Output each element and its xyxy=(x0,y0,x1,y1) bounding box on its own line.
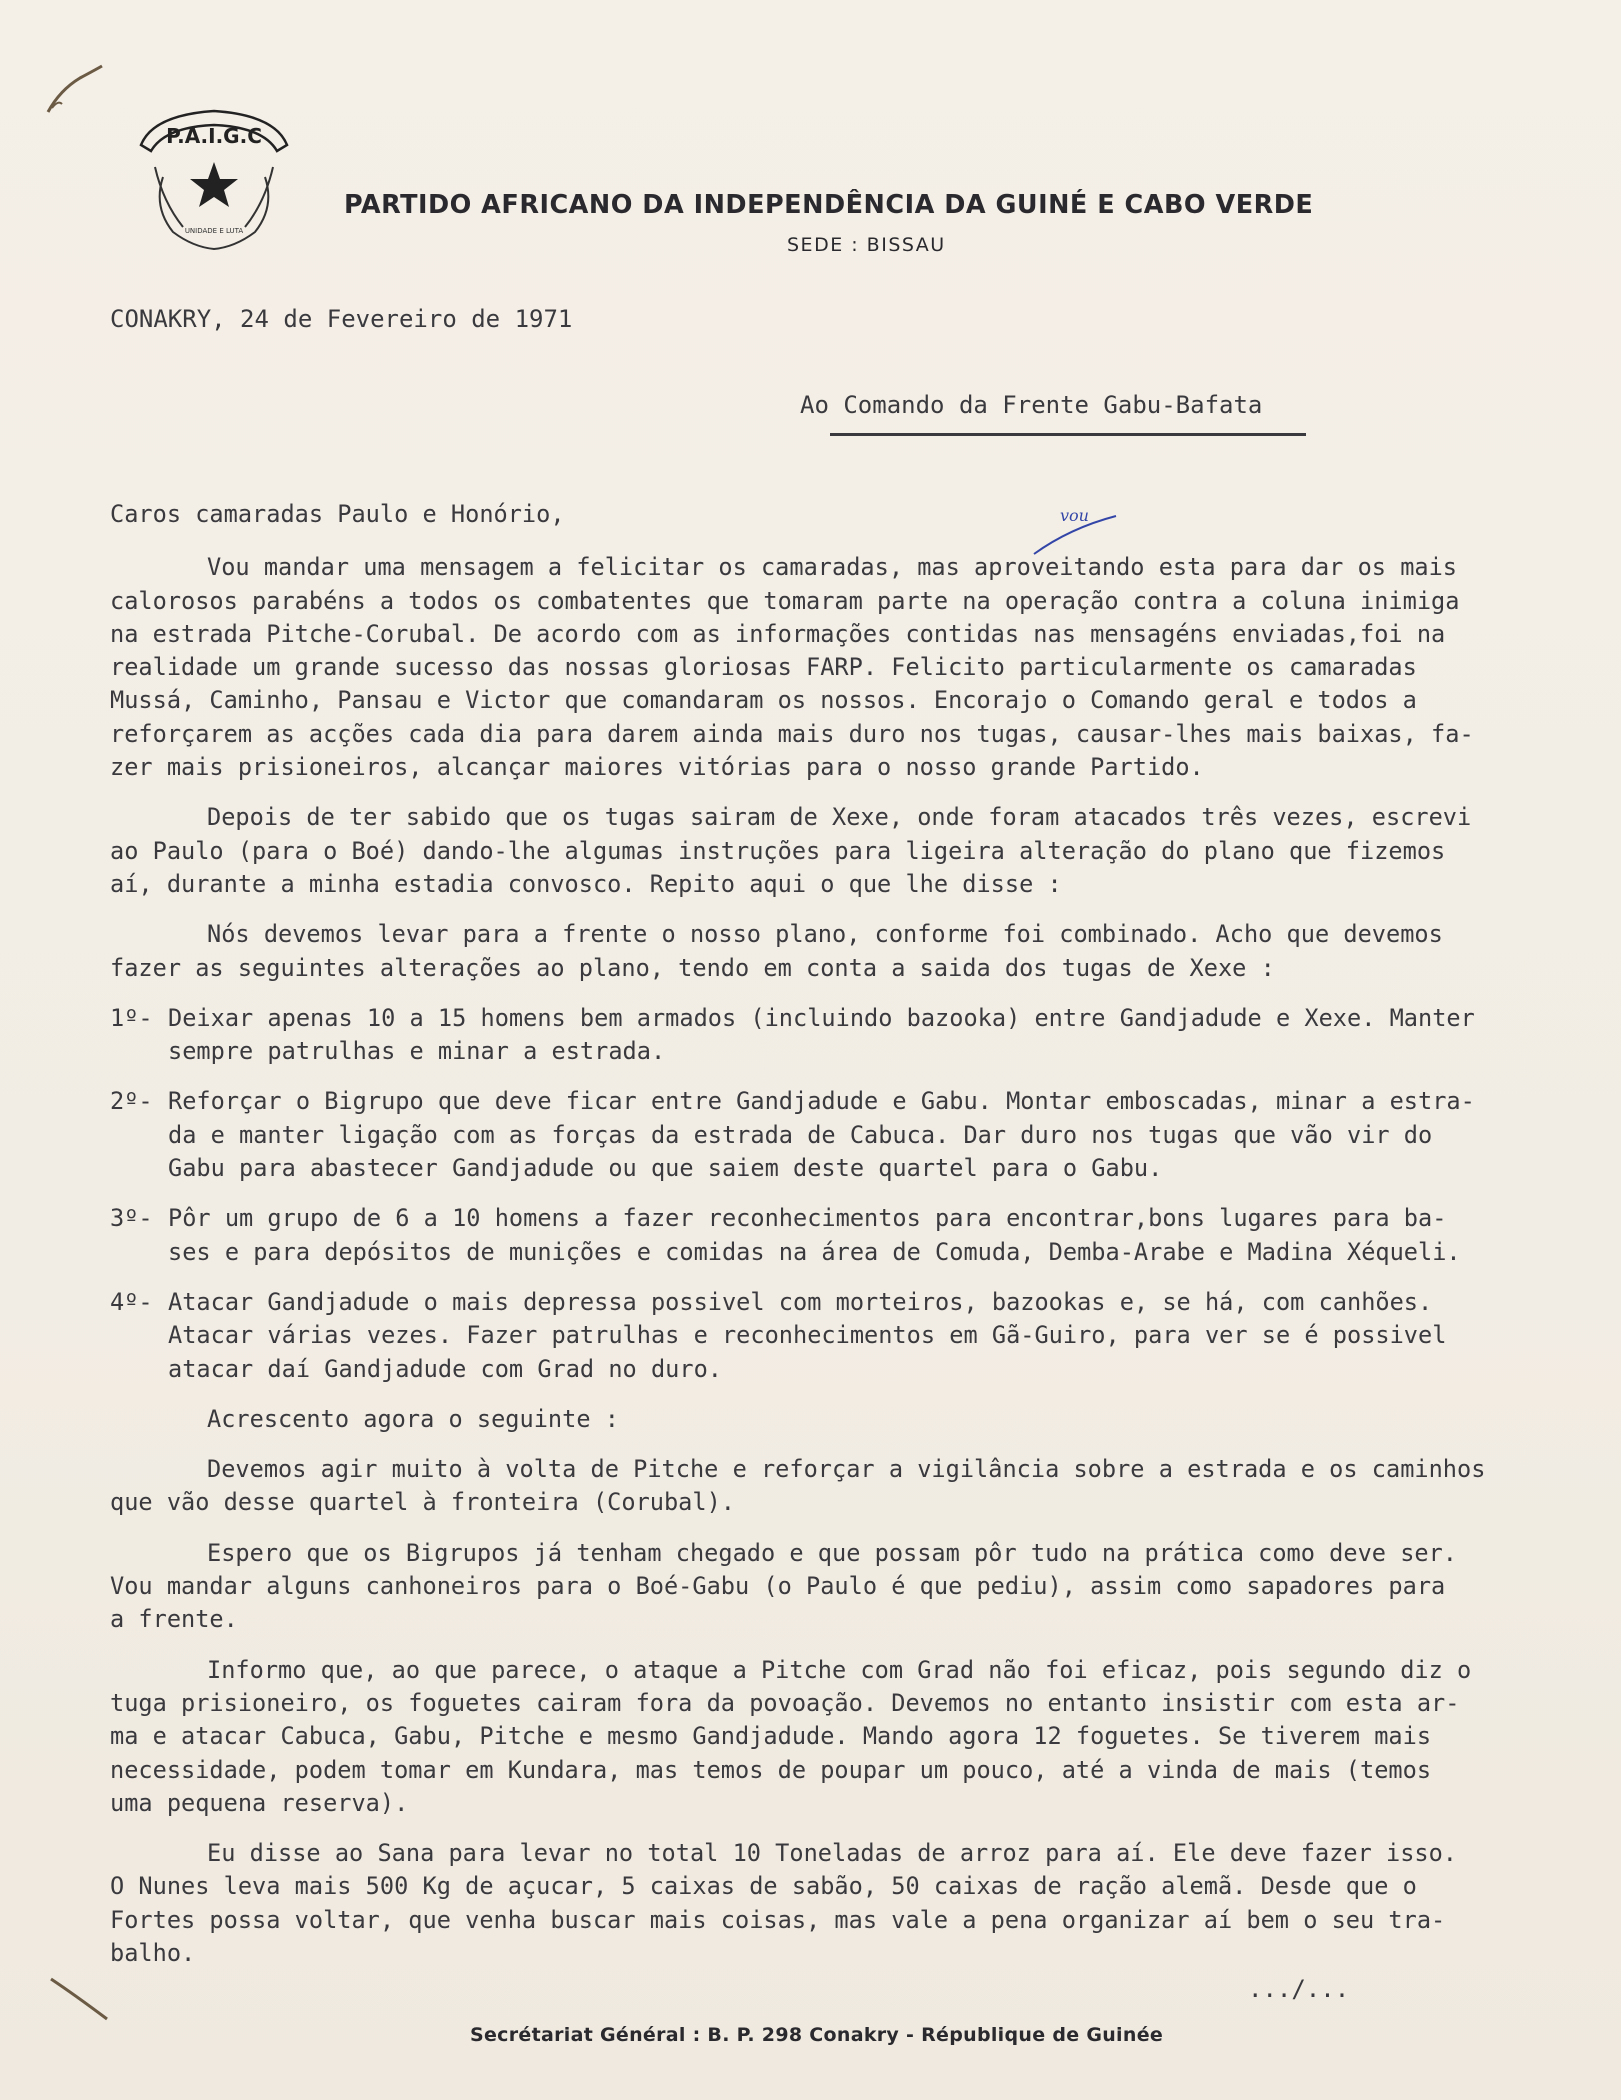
paragraph-4 xyxy=(110,1403,1620,1436)
addressee: Ao Comando da Frente Gabu-Bafata xyxy=(800,391,1263,419)
star-icon xyxy=(190,162,238,207)
logo-motto: UNIDADE E LUTA xyxy=(184,227,244,235)
list-item xyxy=(110,1286,1620,1386)
text-line: sempre patrulhas e minar a estrada. xyxy=(168,1037,666,1066)
footer-address: Secrétariat Général : B. P. 298 Conakry - République de Guinée xyxy=(470,2024,1164,2046)
text-line: necessidade, podem tomar em Kundara, mas temos de poupar um pouco, até a vinda de mais (temos xyxy=(110,1755,1432,1784)
text-line: Atacar várias vezes. Fazer patrulhas e reconhecimentos em Gã-Guiro, para ver se é possivel xyxy=(168,1321,1447,1350)
salutation: Caros camaradas Paulo e Honório, xyxy=(110,500,565,528)
text-line: zer mais prisioneiros, alcançar maiores vitórias para o nosso grande Partido. xyxy=(110,753,1204,782)
text-line: atacar daí Gandjadude com Grad no duro. xyxy=(168,1354,722,1383)
text-line: Pôr um grupo de 6 a 10 homens a fazer reconhecimentos para encontrar,bons lugares para ba- xyxy=(168,1204,1447,1233)
text-line: da e manter ligação com as forças da estrada de Cabuca. Dar duro nos tugas que vão vir do xyxy=(168,1120,1433,1149)
text-line: aí, durante a minha estadia convosco. Repito aqui o que lhe disse : xyxy=(110,869,1062,898)
text-line: O Nunes leva mais 500 Kg de açucar, 5 caixas de sabão, 50 caixas de ração alemã. Desde que o xyxy=(110,1872,1417,1901)
text-line: fazer as seguintes alterações ao plano, tendo em conta a saida dos tugas de Xexe : xyxy=(110,953,1275,982)
list-item xyxy=(110,1002,1620,1069)
text-line: que vão desse quartel à fronteira (Corubal). xyxy=(110,1488,736,1517)
text-line: reforçarem as acções cada dia para darem ainda mais duro nos tugas, causar-lhes mais baixas, fa- xyxy=(110,719,1474,748)
item-number: 2º- xyxy=(110,1087,153,1116)
text-line: na estrada Pitche-Corubal. De acordo com as informações contidas nas mensagéns enviadas,foi na xyxy=(110,619,1446,648)
text-line: Acrescento agora o seguinte : xyxy=(207,1404,619,1433)
text-line: Nós devemos levar para a frente o nosso plano, conforme foi combinado. Acho que devemos xyxy=(207,920,1443,949)
text-line: Atacar Gandjadude o mais depressa possivel com morteiros, bazookas e, se há, com canhões. xyxy=(168,1287,1433,1316)
letter-body xyxy=(110,498,1620,1970)
text-line: calorosos parabéns a todos os combatentes que tomaram parte na operação contra a coluna inimiga xyxy=(110,586,1460,615)
text-line: tuga prisioneiro, os foguetes cairam fora da povoação. Devemos no entanto insistir com esta ar- xyxy=(110,1688,1460,1717)
paragraph-3 xyxy=(110,918,1620,985)
paigc-logo xyxy=(133,107,295,252)
text-line: Mussá, Caminho, Pansau e Victor que comandaram os nossos. Encorajo o Comando geral e todos a xyxy=(110,686,1417,715)
paragraph-2 xyxy=(110,801,1620,901)
text-line: ses e para depósitos de munições e comidas na área de Comuda, Demba-Arabe e Madina Xéqueli. xyxy=(168,1237,1461,1266)
party-seat: SEDE : BISSAU xyxy=(787,234,946,256)
text-line: Devemos agir muito à volta de Pitche e reforçar a vigilância sobre a estrada e os caminhos xyxy=(207,1455,1486,1484)
text-line: Gabu para abastecer Gandjadude ou que saiem deste quartel para o Gabu. xyxy=(168,1154,1163,1183)
list-item xyxy=(110,1202,1620,1269)
text-line: realidade um grande sucesso das nossas gloriosas FARP. Felicito particularmente os camaradas xyxy=(110,653,1417,682)
item-number: 4º- xyxy=(110,1287,153,1316)
text-line: Reforçar o Bigrupo que deve ficar entre Gandjadude e Gabu. Montar emboscadas, minar a estra- xyxy=(168,1087,1475,1116)
paragraph-7 xyxy=(110,1654,1620,1820)
text-line: a frente. xyxy=(110,1605,238,1634)
party-name: PARTIDO AFRICANO DA INDEPENDÊNCIA DA GUINÉ E CABO VERDE xyxy=(344,190,1314,220)
text-line: Depois de ter sabido que os tugas sairam de Xexe, onde foram atacados três vezes, escrevi xyxy=(207,803,1472,832)
text-line: ao Paulo (para o Boé) dando-lhe algumas instruções para ligeira alteração do plano que fizemos xyxy=(110,836,1446,865)
text-line: Informo que, ao que parece, o ataque a Pitche com Grad não foi eficaz, pois segundo diz o xyxy=(207,1655,1472,1684)
text-line: Espero que os Bigrupos já tenham chegado e que possam pôr tudo na prática como deve ser. xyxy=(207,1538,1458,1567)
addressee-underline xyxy=(830,433,1306,436)
place-date: CONAKRY, 24 de Fevereiro de 1971 xyxy=(110,305,573,333)
continuation-mark: .../... xyxy=(1248,1975,1350,2003)
logo-text: P.A.I.G.C xyxy=(166,124,262,148)
list-item xyxy=(110,1085,1620,1185)
paragraph-1 xyxy=(110,551,1620,784)
item-number: 1º- xyxy=(110,1003,153,1032)
paragraph-8 xyxy=(110,1837,1620,1970)
text-line: uma pequena reserva). xyxy=(110,1788,409,1817)
text-line: ma e atacar Cabuca, Gabu, Pitche e mesmo Gandjadude. Mando agora 12 foguetes. Se tiverem mais xyxy=(110,1722,1432,1751)
item-number: 3º- xyxy=(110,1204,153,1233)
text-line: Fortes possa voltar, que venha buscar mais coisas, mas vale a pena organizar aí bem o seu tra- xyxy=(110,1905,1446,1934)
staple-mark xyxy=(40,60,110,120)
paragraph-5 xyxy=(110,1453,1620,1520)
text-line: balho. xyxy=(110,1938,196,1967)
text-line: Vou mandar alguns canhoneiros para o Boé-Gabu (o Paulo é que pediu), assim como sapadores para xyxy=(110,1572,1446,1601)
handwritten-note: vou xyxy=(1060,506,1089,525)
text-line: Vou mandar uma mensagem a felicitar os camaradas, mas aproveitando esta para dar os mais xyxy=(207,553,1458,582)
text-line: Eu disse ao Sana para levar no total 10 Toneladas de arroz para aí. Ele deve fazer isso. xyxy=(207,1839,1458,1868)
paragraph-6 xyxy=(110,1537,1620,1637)
text-line: Deixar apenas 10 a 15 homens bem armados (incluindo bazooka) entre Gandjadude e Xexe. Manter xyxy=(168,1003,1475,1032)
staple-mark xyxy=(45,1975,115,2025)
